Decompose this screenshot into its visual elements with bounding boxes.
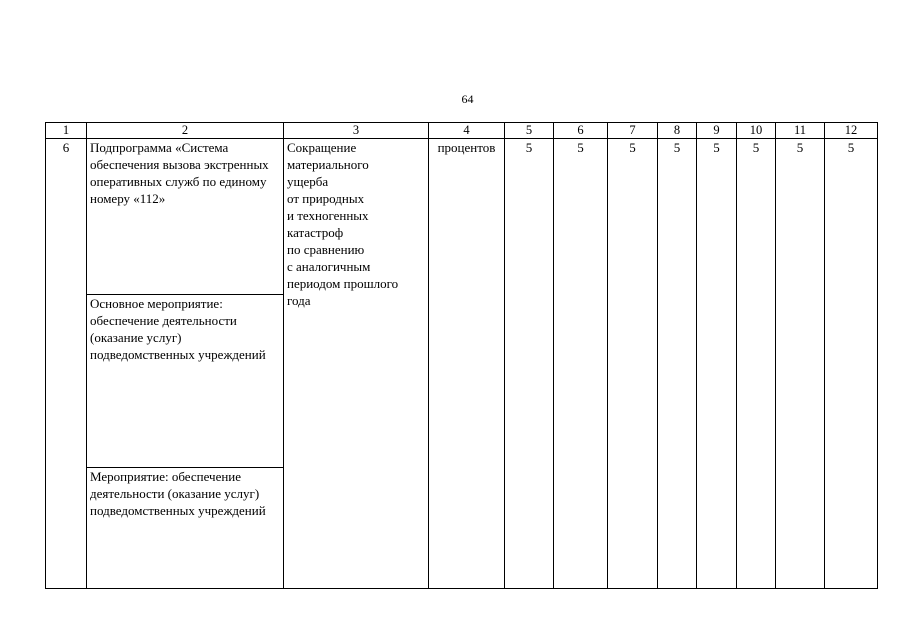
value-cell: 5	[608, 139, 658, 589]
indicator-line: периодом прошлого	[287, 276, 399, 291]
header-cell: 5	[505, 123, 554, 139]
value-cell: 5	[737, 139, 776, 589]
header-cell: 6	[554, 123, 608, 139]
value-cell: 5	[554, 139, 608, 589]
indicator-line: с аналогичным	[287, 259, 371, 274]
row-number: 6	[46, 139, 87, 589]
header-cell: 3	[284, 123, 429, 139]
indicator-line: катастроф	[287, 225, 344, 240]
header-cell: 12	[825, 123, 878, 139]
value-cell: 5	[505, 139, 554, 589]
table-row	[46, 139, 878, 295]
header-cell: 7	[608, 123, 658, 139]
indicator-line: года	[287, 293, 311, 308]
header-cell: 2	[87, 123, 284, 139]
header-cell: 1	[46, 123, 87, 139]
header-cell: 4	[429, 123, 505, 139]
indicator-line: ущерба	[287, 174, 329, 189]
header-cell: 8	[658, 123, 697, 139]
header-cell: 11	[776, 123, 825, 139]
value-cell: 5	[825, 139, 878, 589]
header-cell: 9	[697, 123, 737, 139]
indicator-line: от природных	[287, 191, 365, 206]
unit-cell: процентов	[429, 139, 505, 589]
header-cell: 10	[737, 123, 776, 139]
indicator-line: материального	[287, 157, 369, 172]
indicator-line: по сравнению	[287, 242, 365, 257]
indicator-line: Сокращение	[287, 140, 357, 155]
activity-cell: Мероприятие: обеспечение деятельности (оказание услуг) подведомственных учреждений	[87, 468, 284, 589]
indicator-cell	[284, 139, 429, 589]
value-cell: 5	[776, 139, 825, 589]
main-activity-cell: Основное мероприятие: обеспечение деятельности (оказание услуг) подведомственных учреждений	[87, 295, 284, 468]
subprogram-cell: Подпрограмма «Система обеспечения вызова экстренных оперативных служб по единому номеру «112»	[87, 139, 284, 295]
page-number: 64	[461, 92, 474, 106]
indicator-line: и техногенных	[287, 208, 369, 223]
value-cell: 5	[697, 139, 737, 589]
data-table	[45, 122, 878, 589]
value-cell: 5	[658, 139, 697, 589]
table-header-row	[46, 123, 878, 139]
